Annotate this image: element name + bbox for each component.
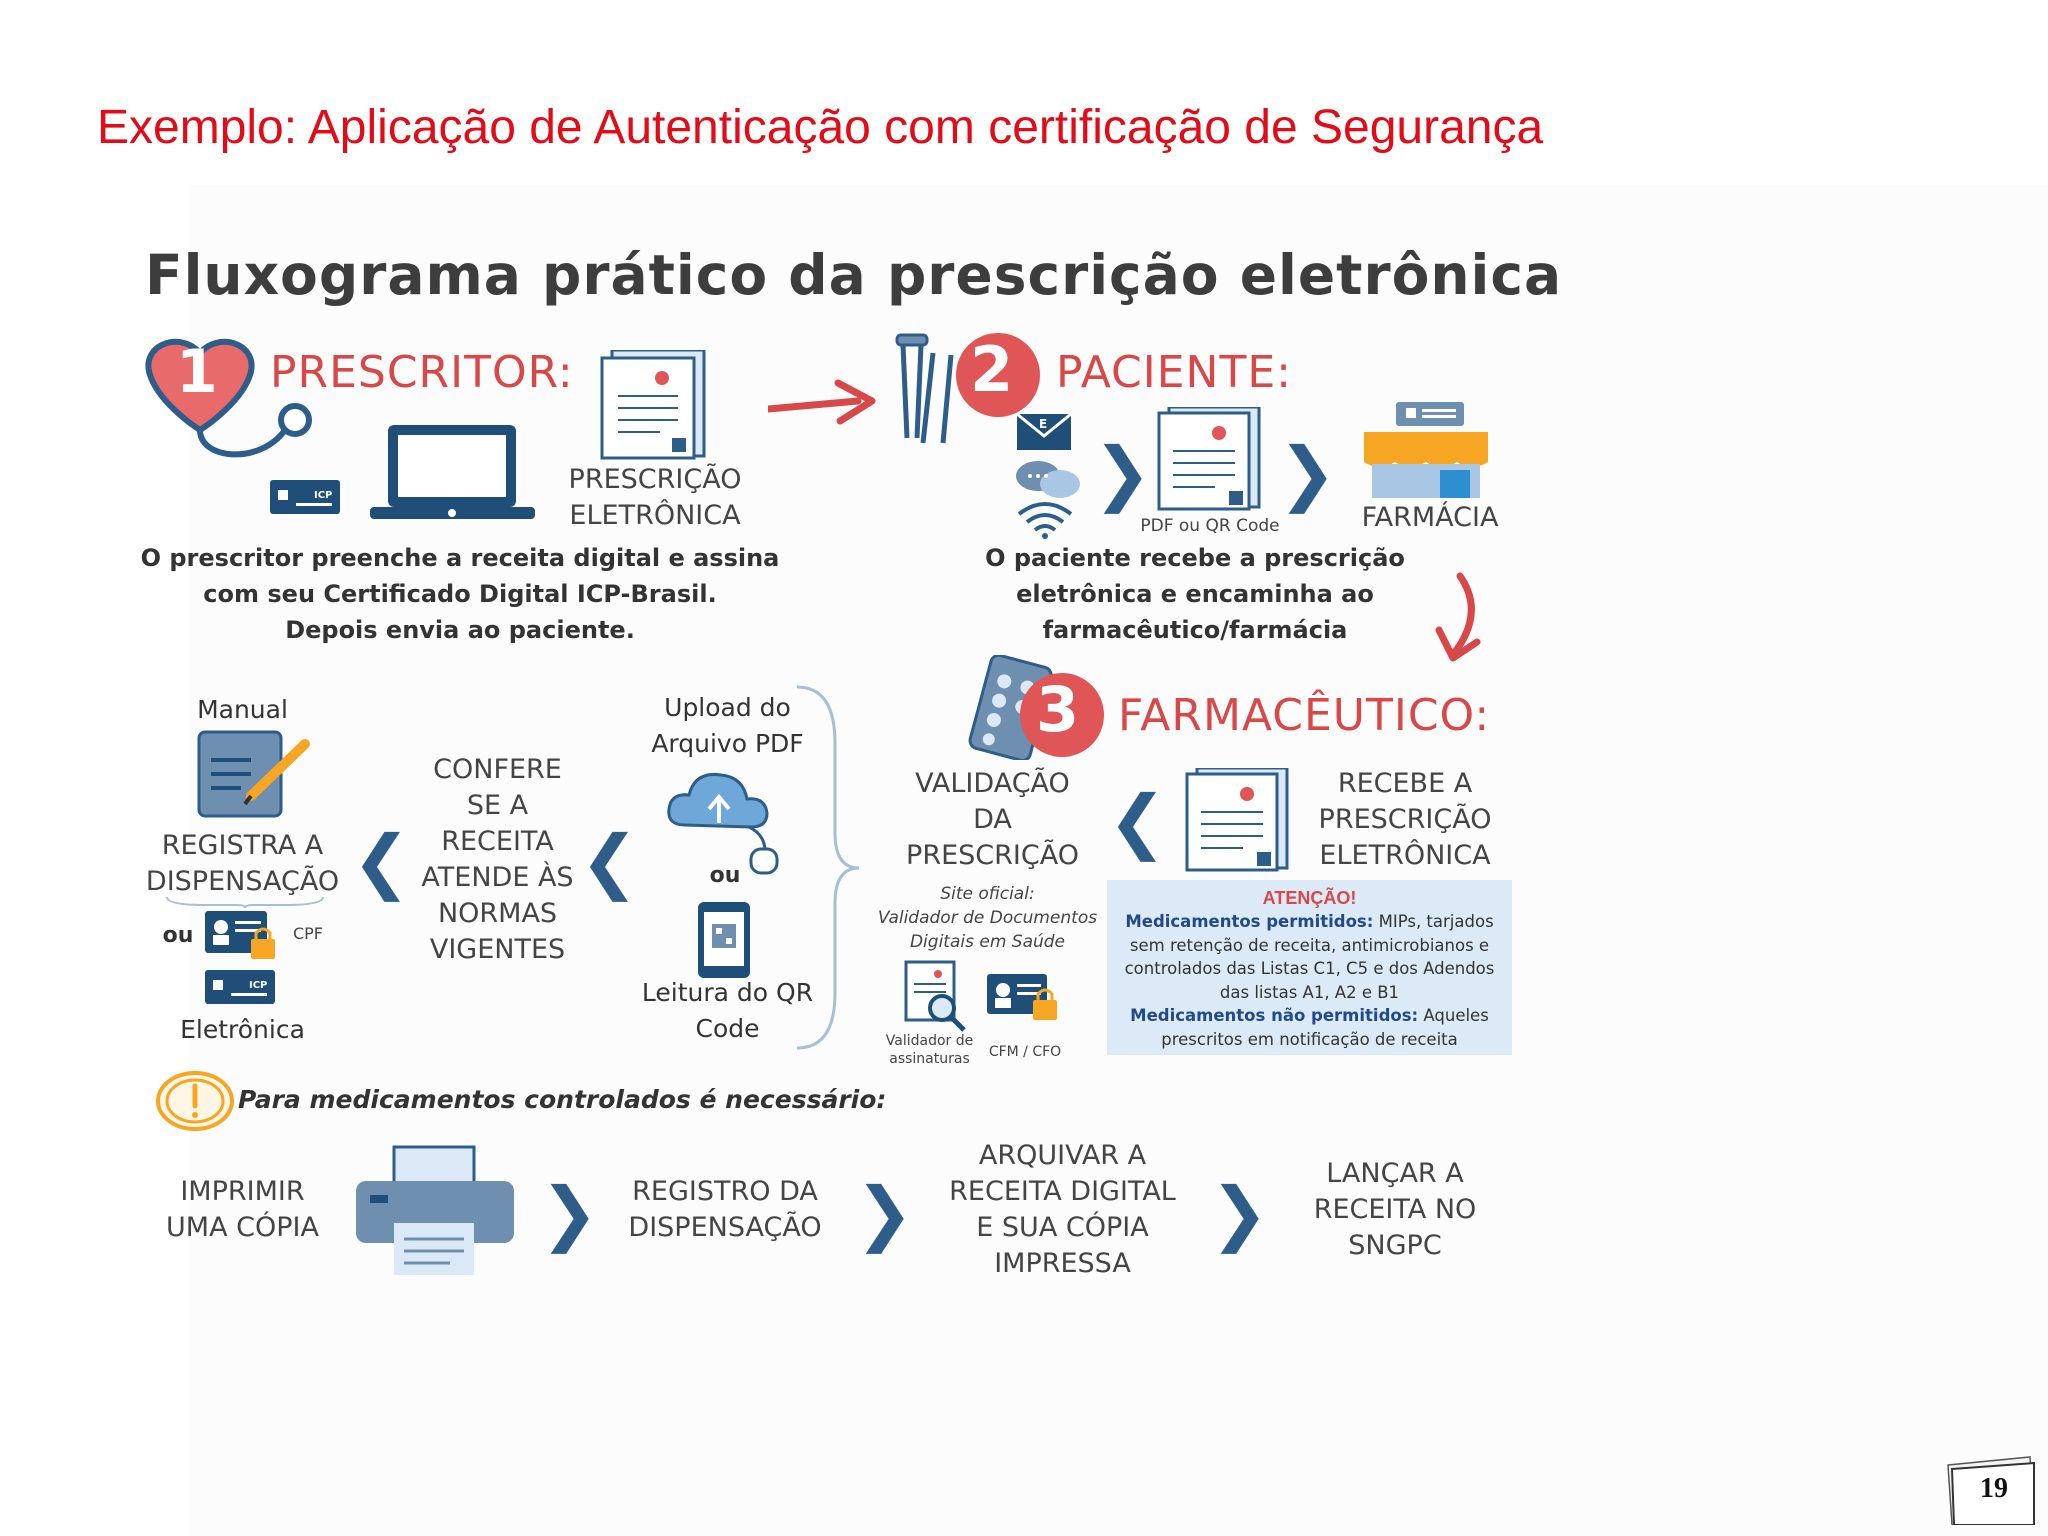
infographic-title: Fluxograma prático da prescrição eletrônica bbox=[145, 243, 1563, 307]
manual-label: Manual bbox=[197, 695, 288, 724]
validacao-label: VALIDAÇÃO DA PRESCRIÇÃO bbox=[906, 768, 1079, 871]
icp-card-icon bbox=[205, 970, 275, 1006]
step1-title: PRESCRITOR: bbox=[270, 347, 574, 398]
cpf-id-card-icon bbox=[203, 905, 283, 965]
laptop-icon bbox=[370, 425, 535, 520]
id-card-lock-icon bbox=[985, 968, 1065, 1026]
pdf-qr-label: PDF ou QR Code bbox=[1140, 516, 1280, 536]
step1-doc-label: PRESCRIÇÃO ELETRÔNICA bbox=[568, 464, 742, 531]
step2-description: O paciente recebe a prescrição eletrônica e encaminha ao farmacêutico/farmácia bbox=[985, 544, 1405, 644]
email-label: E bbox=[1039, 417, 1048, 431]
arrow-down-icon bbox=[1425, 572, 1490, 667]
site-oficial-label: Site oficial: Validador de Documentos Digitais em Saúde bbox=[877, 884, 1098, 952]
controlled-item-4: LANÇAR A RECEITA NO SNGPC bbox=[1313, 1158, 1477, 1261]
step2-title: PACIENTE: bbox=[1056, 347, 1292, 398]
controlled-item-2: REGISTRO DA DISPENSAÇÃO bbox=[628, 1176, 822, 1243]
ou-label: ou bbox=[709, 863, 741, 888]
cpf-label: CPF bbox=[292, 924, 324, 943]
icp-label: ICP bbox=[249, 980, 268, 991]
certificate-card-icon bbox=[270, 480, 340, 516]
chat-icon bbox=[1012, 458, 1082, 503]
permitted-label: Medicamentos permitidos: bbox=[1125, 912, 1374, 931]
step1-number: 1 bbox=[176, 337, 218, 407]
registra-label: REGISTRA A DISPENSAÇÃO bbox=[145, 830, 340, 897]
upload-label: Upload do Arquivo PDF bbox=[651, 693, 804, 758]
page-number: 19 bbox=[1980, 1473, 2008, 1504]
attention-box bbox=[1107, 880, 1512, 1055]
card-label: ICP bbox=[314, 490, 333, 501]
warning-icon bbox=[155, 1070, 235, 1132]
chevron-right-icon: ❯ bbox=[1278, 432, 1337, 514]
chevron-left-icon: ❯ bbox=[1108, 780, 1167, 862]
received-document-icon bbox=[1183, 768, 1293, 873]
qr-reading-label: Leitura do QR Code bbox=[641, 978, 814, 1043]
wifi-icon bbox=[1015, 500, 1075, 540]
chevron-right-icon: ❯ bbox=[540, 1172, 599, 1254]
controlled-item-1: IMPRIMIR UMA CÓPIA bbox=[166, 1176, 319, 1243]
ou2-label: ou bbox=[162, 923, 194, 948]
pdf-document-icon bbox=[1155, 407, 1265, 512]
phone-qr-icon bbox=[696, 900, 752, 980]
permitted-text: MIPs, tarjados sem retenção de receita, antimicrobianos e controlados das Listas C1, C5 e dos Adendos das listas A1, A2 e B1 bbox=[1124, 912, 1495, 1002]
not-permitted-label: Medicamentos não permitidos: bbox=[1130, 1006, 1419, 1025]
validador-label: Validador de assinaturas bbox=[885, 1033, 974, 1067]
chevron-right-icon: ❯ bbox=[1210, 1172, 1269, 1254]
eletronica-label: Eletrônica bbox=[180, 1015, 305, 1044]
signature-validator-icon bbox=[902, 960, 970, 1035]
chevron-right-icon: ❯ bbox=[855, 1172, 914, 1254]
arrow-right-icon bbox=[768, 375, 880, 425]
attention-title: ATENÇÃO! bbox=[1262, 888, 1357, 908]
chevron-left-icon: ❯ bbox=[352, 820, 411, 902]
step3-number: 3 bbox=[1036, 673, 1080, 746]
step3-title: FARMACÊUTICO: bbox=[1118, 690, 1491, 741]
prescription-document-icon bbox=[600, 350, 710, 460]
recebe-label: RECEBE A PRESCRIÇÃO ELETRÔNICA bbox=[1318, 768, 1492, 871]
manual-document-icon bbox=[195, 730, 315, 820]
step2-number: 2 bbox=[970, 333, 1014, 406]
email-icon bbox=[1015, 412, 1075, 454]
page-number-badge bbox=[1946, 1453, 2036, 1525]
cfm-cfo-label: CFM / CFO bbox=[988, 1044, 1062, 1060]
chevron-right-icon: ❯ bbox=[1093, 432, 1152, 514]
controlled-item-3: ARQUIVAR A RECEITA DIGITAL E SUA CÓPIA IMPRESSA bbox=[949, 1140, 1176, 1279]
attention-body bbox=[1117, 910, 1502, 1051]
step1-description: O prescritor preenche a receita digital e assina com seu Certificado Digital ICP-Brasil. Depois envia ao paciente. bbox=[140, 544, 780, 644]
pharmacy-icon bbox=[1360, 400, 1495, 500]
controlled-heading: Para medicamentos controlados é necessário: bbox=[238, 1085, 887, 1114]
not-permitted-text: Aqueles prescritos em notificação de receita bbox=[1161, 1006, 1489, 1049]
printer-icon bbox=[350, 1145, 520, 1280]
pharmacy-label: FARMÁCIA bbox=[1361, 502, 1499, 533]
chevron-left-icon: ❯ bbox=[580, 820, 639, 902]
confere-label: CONFERE SE A RECEITA ATENDE ÀS NORMAS VIGENTES bbox=[421, 754, 574, 965]
slide-title: Exemplo: Aplicação de Autenticação com certificação de Segurança bbox=[97, 101, 1544, 154]
